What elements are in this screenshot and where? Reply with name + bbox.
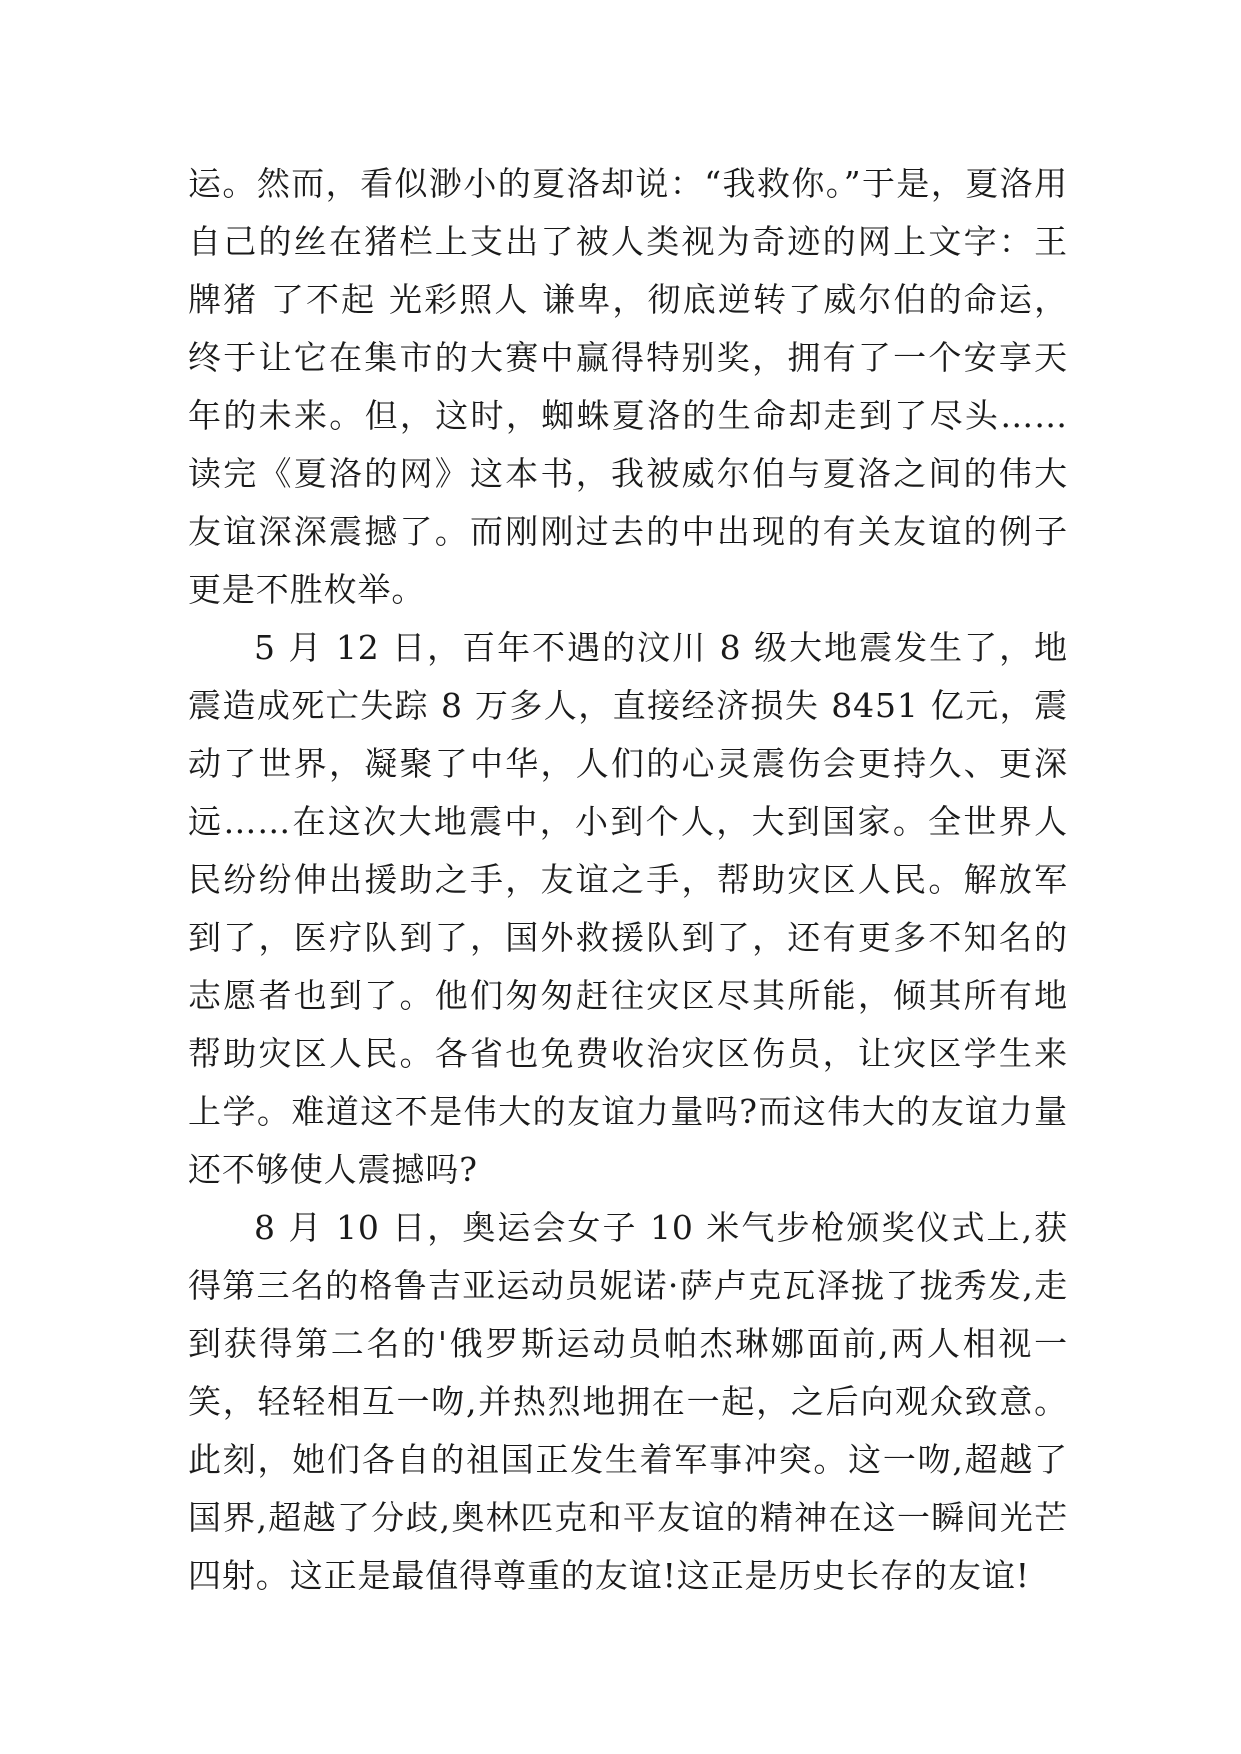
paragraph-continued: 运。然而，看似渺小的夏洛却说：“我救你。”于是，夏洛用自己的丝在猪栏上支出了被人类视为奇迹的网上文字：王牌猪 了不起 光彩照人 谦卑，彻底逆转了威尔伯的命运，终于让它在集市的大赛中赢得特别奖，拥有了一个安享天年的未来。但，这时，蜘蛛夏洛的生命却走到了尽头……读完《夏洛的网》这本书，我被威尔伯与夏洛之间的伟大友谊深深震撼了。而刚刚过去的中出现的有关友谊的例子更是不胜枚举。 xyxy=(188,164,1068,609)
paragraph-olympics: 8 月 10 日，奥运会女子 10 米气步枪颁奖仪式上,获得第三名的格鲁吉亚运动员妮诺·萨卢克瓦泽拢了拢秀发,走到获得第二名的'俄罗斯运动员帕杰琳娜面前,两人相视一笑，轻轻相互一吻,并热烈地拥在一起，之后向观众致意。此刻，她们各自的祖国正发生着军事冲突。这一吻,超越了国界,超越了分歧,奥林匹克和平友谊的精神在这一瞬间光芒四射。这正是最值得尊重的友谊!这正是历史长存的友谊! xyxy=(188,1208,1068,1595)
body-text xyxy=(188,155,1068,1605)
paragraph-wenchuan-earthquake: 5 月 12 日，百年不遇的汶川 8 级大地震发生了，地震造成死亡失踪 8 万多人，直接经济损失 8451 亿元，震动了世界，凝聚了中华，人们的心灵震伤会更持久、更深远……在这次大地震中，小到个人，大到国家。全世界人民纷纷伸出援助之手，友谊之手，帮助灾区人民。解放军到了，医疗队到了，国外救援队到了，还有更多不知名的志愿者也到了。他们匆匆赶往灾区尽其所能，倾其所有地帮助灾区人民。各省也免费收治灾区伤员，让灾区学生来上学。难道这不是伟大的友谊力量吗?而这伟大的友谊力量还不够使人震撼吗? xyxy=(188,628,1068,1189)
